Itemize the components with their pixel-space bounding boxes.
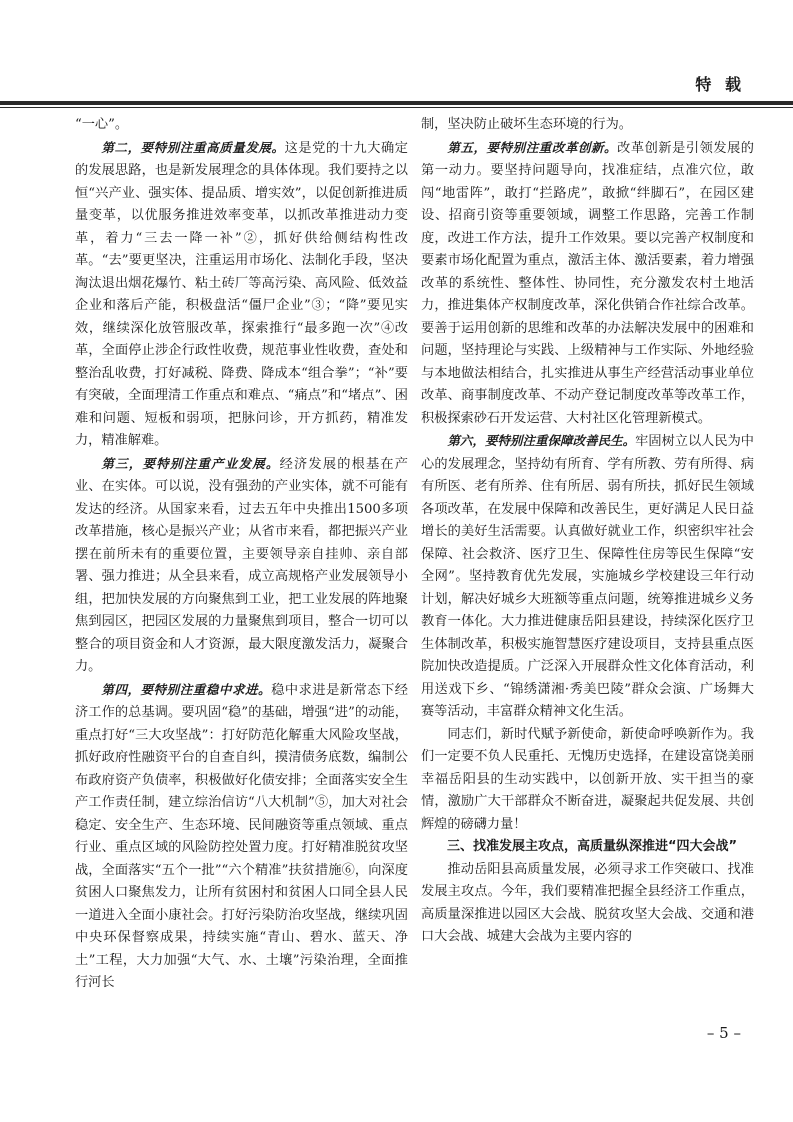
section-heading: 三、找准发展主攻点，高质量纵深推进“四大会战” (447, 839, 738, 854)
paragraph-industry-development (75, 453, 408, 679)
page-number: – 5 – (706, 1024, 741, 1042)
paragraph-livelihood (421, 430, 754, 724)
paragraph-steady-progress (75, 679, 408, 995)
left-column (75, 114, 408, 990)
paragraph-body: 这是党的十九大确定的发展思路，也是新发展理念的具体体现。我们要持之以恒“兴产业、强实体、提品质、增实效”，以促创新推进质量变革，以优服务推进效率变革，以抓改革推进动力变革，着力“三去一降一补”②，抓好供给侧结构性改革。“去”要更坚决，注重运用市场化、法制化手段，坚决淘汰退出烟花爆竹、粘土砖厂等高污染、高风险、低效益企业和落后产能，积极盘活“僵尸企业”③；“降”要见实效，继续深化放管服改革，探索推行“最多跑一次”④改革，全面停止涉企行政性收费，规范事业性收费，查处和整治乱收费，打好减税、降费、降成本“组合拳”；“补”要有突破，全面理清工作重点和难点、“痛点”和“堵点”、困难和问题、短板和弱项，把脉问诊，开方抓药，精准发力，精准解难。 (75, 140, 408, 448)
paragraph-continuation: 制，坚决防止破坏生态环境的行为。 (421, 117, 632, 132)
paragraph-lead: 第六，要特别注重保障改善民生。 (447, 433, 636, 448)
paragraph-lead: 第四，要特别注重稳中求进。 (101, 681, 272, 697)
paragraph-body: 经济发展的根基在产业、在实体。可以说，没有强劲的产业实体，就不可能有发达的经济。从国家来看，过去五年中央推出1500多项改革措施，核心是振兴产业；从省市来看，都把振兴产业摆在前所未有的重要位置，主要领导亲自挂帅、亲自部署、强力推进；从全县来看，成立高规格产业发展领导小组，把加快发展的方向聚焦到工业，把工业发展的阵地聚焦到园区，把园区发展的力量聚焦到项目，整合一切可以整合的项目资金和人才资源，最大限度激发活力，凝聚合力。 (75, 456, 408, 674)
paragraph-section-intro: 推动岳阳县高质量发展，必须寻求工作突破口、找准发展主攻点。今年，我们要精准把握全县经济工作重点，高质量深推进以园区大会战、脱贫攻坚大会战、交通和港口大会战、城建大会战为主要内容的 (421, 861, 754, 944)
header-rule-thin (0, 107, 793, 108)
paragraph-reform-innovation (421, 137, 754, 431)
paragraph-lead: 第三，要特别注重产业发展。 (101, 455, 280, 471)
header-rule (0, 101, 793, 105)
page-header-title: 特 载 (695, 75, 745, 94)
paragraph-lead: 第五，要特别注重改革创新。 (447, 139, 618, 155)
paragraph-body: 改革创新是引领发展的第一动力。要坚持问题导向，找准症结，点准穴位，敢闯“地雷阵”，敢打“拦路虎”，敢掀“绊脚石”，在园区建设、招商引资等重要领域，调整工作思路，完善工作制度，改进工作方法，提升工作效果。要以完善产权制度和要素市场化配置为重点，激活主体、激活要素，着力增强改革的系统性、整体性、协同性，充分激发农村土地活力，推进集体产权制度改革，深化供销合作社综合改革。要善于运用创新的思维和改革的办法解决发展中的困难和问题，坚持理论与实践、上级精神与工作实际、外地经验与本地做法相结合，扎实推进从事生产经营活动事业单位改革、商事制度改革、不动产登记制度改革等改革工作，积极探索砂石开发运营、大村社区化管理新模式。 (421, 140, 754, 426)
paragraph-quality-development (75, 137, 408, 453)
paragraph-closing: 同志们，新时代赋予新使命，新使命呼唤新作为。我们一定要不负人民重托、无愧历史选择，在建设富饶美丽幸福岳阳县的生动实践中，以创新开放、实干担当的豪情，激励广大干部群众不断奋进，凝聚起共促发展、共创辉煌的磅礴力量！ (421, 726, 754, 832)
paragraph-lead: 第二，要特别注重高质量发展。 (101, 139, 285, 155)
paragraph-body: 稳中求进是新常态下经济工作的总基调。要巩固“稳”的基础，增强“进”的动能，重点打好“三大攻坚战”：打好防范化解重大风险攻坚战，抓好政府性融资平台的自查自纠，摸清债务底数，编制公布政府资产负债率，积极做好化债安排；全面落实安全生产工作责任制，建立综治信访“八大机制”⑤，加大对社会稳定、安全生产、生态环境、民间融资等重点领域、重点行业、重点区域的风险防控处置力度。打好精准脱贫攻坚战，全面落实“五个一批”“六个精准”扶贫措施⑥，向深度贫困人口聚焦发力，让所有贫困村和贫困人口同全县人民一道进入全面小康社会。打好污染防治攻坚战，继续巩固中央环保督察成果，持续实施“青山、碧水、蓝天、净土”工程，大力加强“大气、水、土壤”污染治理，全面推行河长 (75, 682, 408, 990)
right-column (421, 114, 754, 944)
paragraph-body: 牢固树立以人民为中心的发展理念，坚持幼有所育、学有所教、劳有所得、病有所医、老有所养、住有所居、弱有所扶，抓好民生领域各项改革，在发展中保障和改善民生，更好满足人民日益增长的美好生活需要。认真做好就业工作，织密织牢社会保障、社会救济、医疗卫生、保障性住房等民生保障“安全网”。坚持教育优先发展，实施城乡学校建设三年行动计划，解决好城乡大班额等重点问题，统筹推进城乡义务教育一体化。大力推进健康岳阳县建设，持续深化医疗卫生体制改革，积极实施智慧医疗建设项目，支持县重点医院加快改造提质。广泛深入开展群众性文化体育活动，利用送戏下乡、“锦绣潇湘·秀美巴陵”群众会演、广场舞大赛等活动，丰富群众精神文化生活。 (421, 434, 754, 719)
paragraph-continuation: “一心”。 (75, 117, 129, 132)
